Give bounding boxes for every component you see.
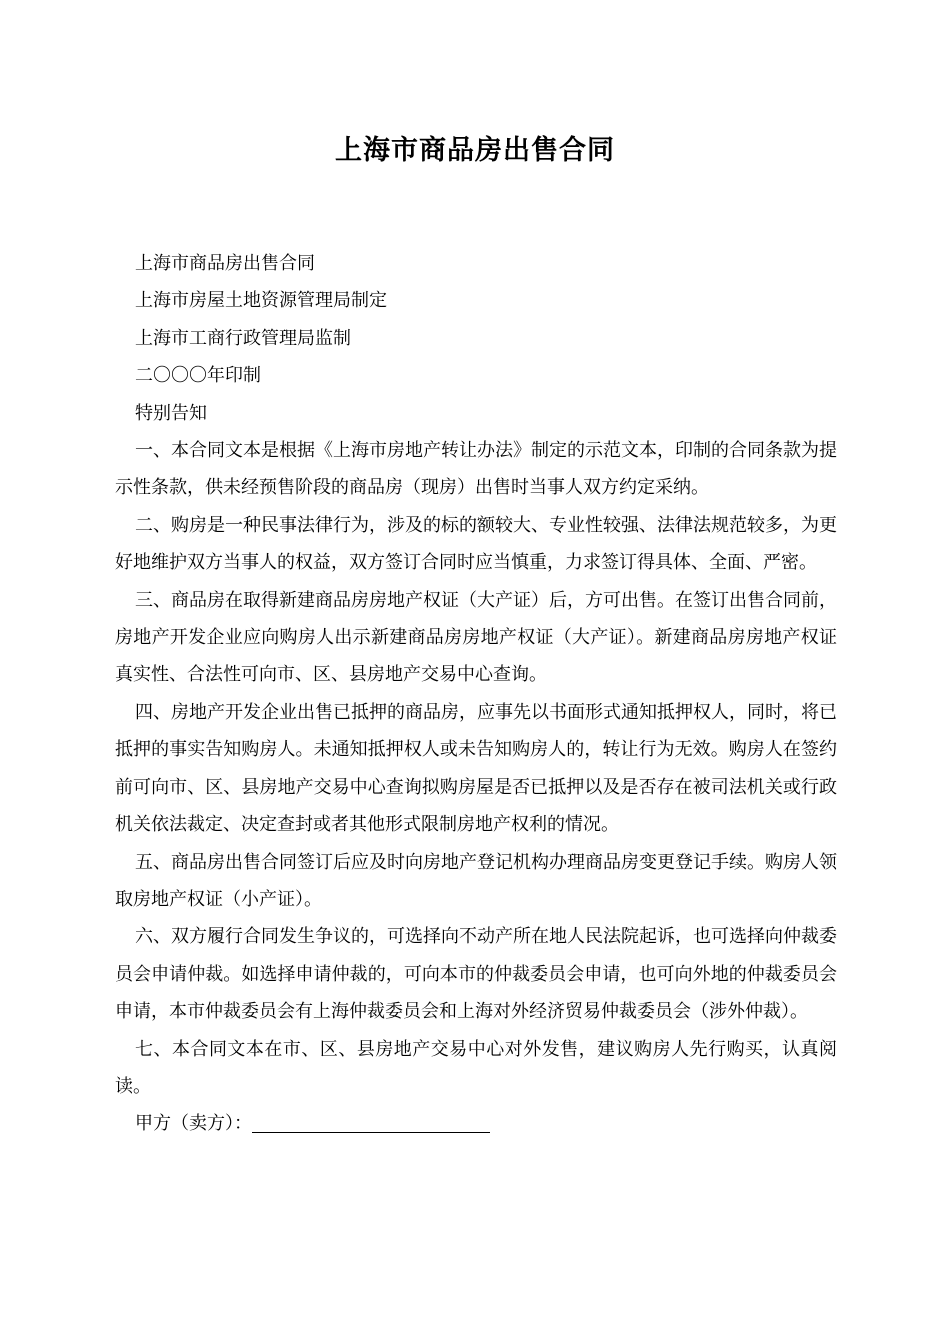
party-a-label: 甲方（卖方）： xyxy=(135,1113,252,1135)
clause-3: 三、商品房在取得新建商品房房地产权证（大产证）后，方可出售。在签订出售合同前，房地产开发企业应向购房人出示新建商品房房地产权证（大产证）。新建商品房房地产权证真实性、合法性可向市、区、县房地产交易中心查询。 xyxy=(115,589,837,686)
header-line-contract-name: 上海市商品房出售合同 xyxy=(135,253,315,274)
clause-4: 四、房地产开发企业出售已抵押的商品房，应事先以书面形式通知抵押权人，同时，将已抵押的事实告知购房人。未通知抵押权人或未告知购房人的，转让行为无效。购房人在签约前可向市、区、县房地产交易中心查询拟购房屋是否已抵押以及是否存在被司法机关或行政机关依法裁定、决定查封或者其他形式限制房地产权利的情况。 xyxy=(115,701,837,836)
clause-6: 六、双方履行合同发生争议的，可选择向不动产所在地人民法院起诉，也可选择向仲裁委员会申请仲裁。如选择申请仲裁的，可向本市的仲裁委员会申请，也可向外地的仲裁委员会申请，本市仲裁委员会有上海仲裁委员会和上海对外经济贸易仲裁委员会（涉外仲裁）。 xyxy=(115,926,837,1023)
header-line-supervisor: 上海市工商行政管理局监制 xyxy=(135,327,351,349)
document-body xyxy=(115,245,837,1143)
clause-5: 五、商品房出售合同签订后应及时向房地产登记机构办理商品房变更登记手续。购房人领取房地产权证（小产证）。 xyxy=(115,851,837,910)
party-a-signature-blank[interactable] xyxy=(252,1112,490,1133)
header-line-print-year: 二〇〇〇年印制 xyxy=(135,365,261,387)
document-title: 上海市商品房出售合同 xyxy=(335,135,615,166)
clause-2: 二、购房是一种民事法律行为，涉及的标的额较大、专业性较强、法律法规范较多，为更好地维护双方当事人的权益，双方签订合同时应当慎重，力求签订得具体、全面、严密。 xyxy=(115,514,837,574)
header-line-issuer: 上海市房屋土地资源管理局制定 xyxy=(135,290,387,312)
header-line-special-notice: 特别告知 xyxy=(135,402,207,424)
clause-1: 一、本合同文本是根据《上海市房地产转让办法》制定的示范文本，印制的合同条款为提示性条款，供未经预售阶段的商品房（现房）出售时当事人双方约定采纳。 xyxy=(115,440,837,499)
clause-7: 七、本合同文本在市、区、县房地产交易中心对外发售，建议购房人先行购买，认真阅读。 xyxy=(115,1038,837,1097)
party-a-row xyxy=(115,1105,837,1142)
